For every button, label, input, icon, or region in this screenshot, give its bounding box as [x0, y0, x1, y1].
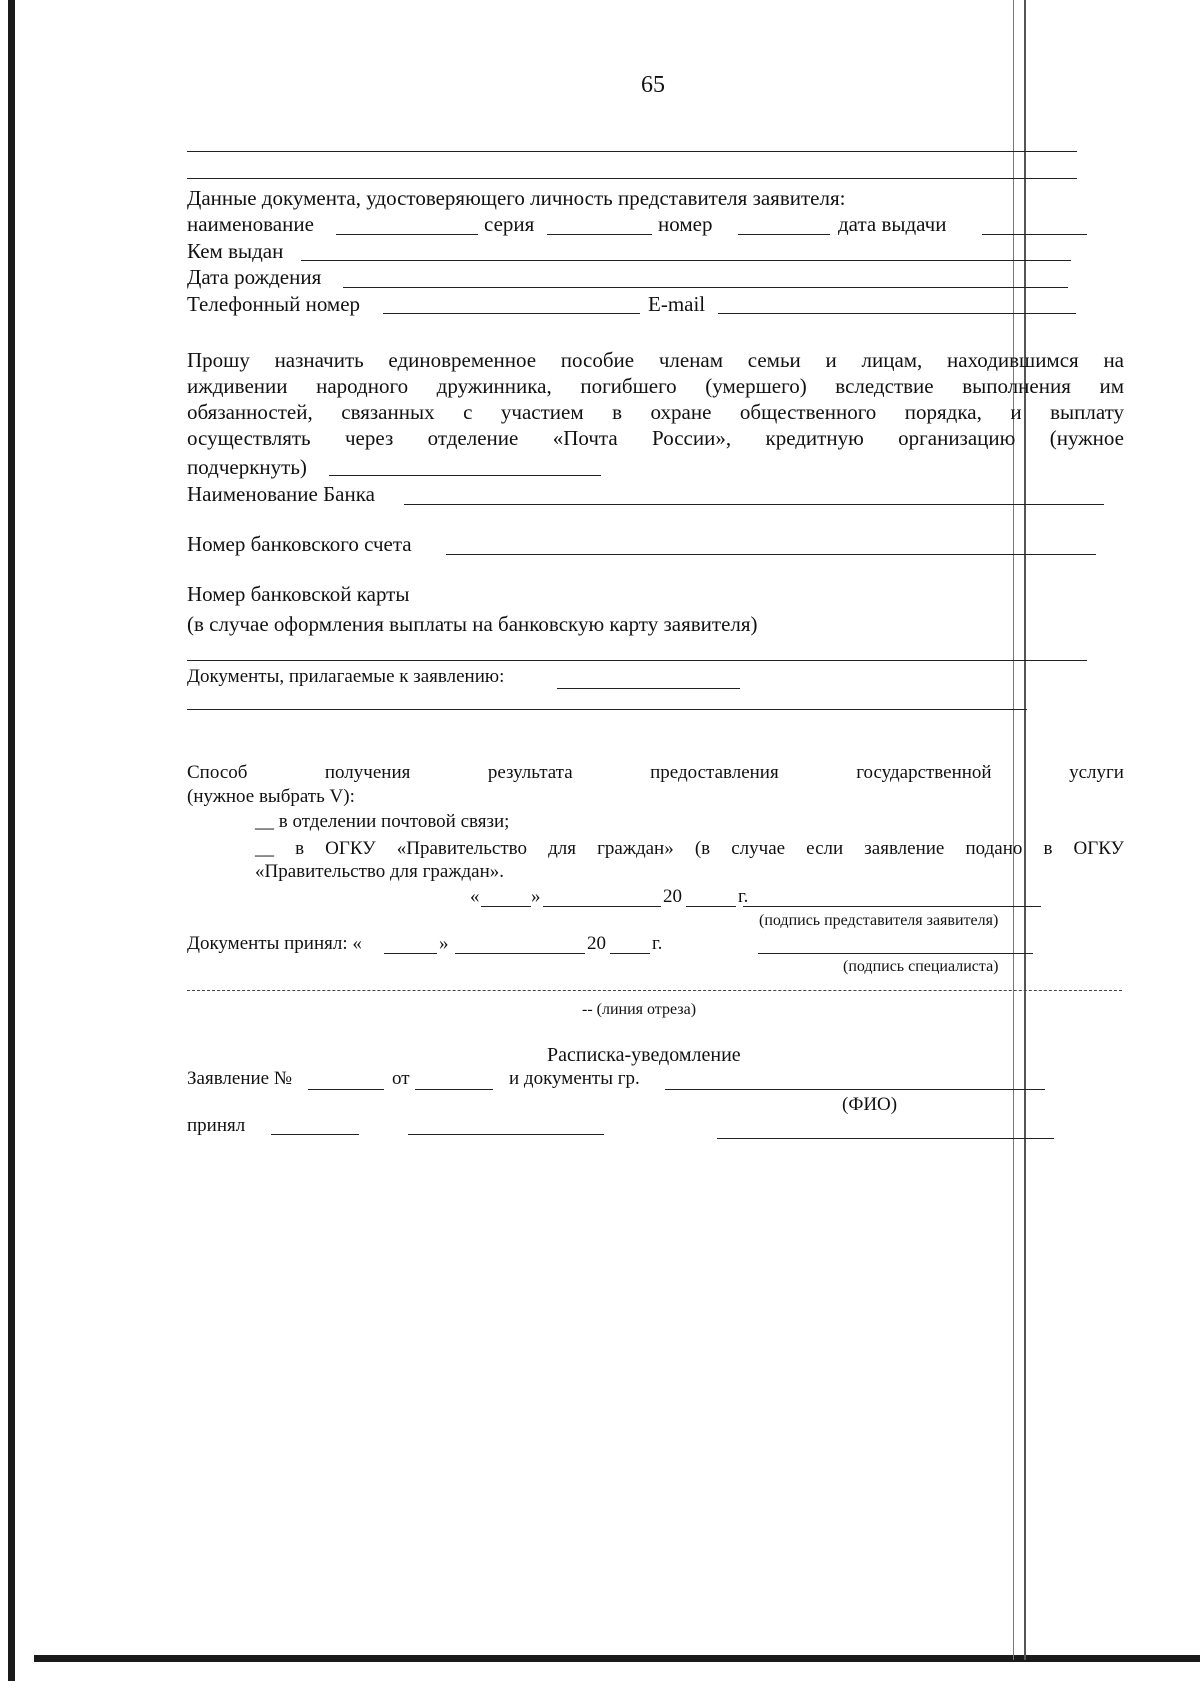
- series-field[interactable]: [547, 234, 652, 235]
- blank-line: [187, 178, 1077, 179]
- number-label: номер: [658, 212, 713, 236]
- birth-date-field[interactable]: [343, 287, 1068, 288]
- account-field[interactable]: [446, 554, 1096, 555]
- receipt-docs-label: и документы гр.: [509, 1068, 640, 1089]
- birth-date-label: Дата рождения: [187, 265, 322, 289]
- result-heading-word: услуги: [1069, 762, 1124, 783]
- year-field[interactable]: [686, 906, 736, 907]
- doc-name-field[interactable]: [336, 234, 478, 235]
- request-line: Прошу назначить единовременное пособие членам семьи и лицам, находившимся на: [187, 348, 1124, 372]
- accepted-year-suffix: г.: [652, 933, 663, 954]
- option-post-office[interactable]: __ в отделении почтовой связи;: [255, 811, 510, 832]
- result-heading-word: Способ: [187, 762, 248, 783]
- result-heading-word: государственной: [856, 762, 992, 783]
- issue-date-field[interactable]: [982, 234, 1087, 235]
- fold-line: [1013, 0, 1014, 1660]
- email-label: E-mail: [648, 292, 706, 316]
- account-label: Номер банковского счета: [187, 532, 412, 556]
- request-line: обязанностей, связанных с участием в охране общественного порядка, и выплату: [187, 400, 1124, 424]
- bank-name-label: Наименование Банка: [187, 482, 375, 506]
- receipt-accepted-date-field[interactable]: [271, 1134, 359, 1135]
- scan-edge-left: [8, 0, 15, 1681]
- email-field[interactable]: [718, 313, 1076, 314]
- month-field[interactable]: [543, 906, 661, 907]
- doc-name-label: наименование: [187, 212, 314, 236]
- receipt-application-number-field[interactable]: [308, 1089, 384, 1090]
- request-line: осуществлять через отделение «Почта России», кредитную организацию (нужное: [187, 426, 1124, 450]
- option-ogku-cont: «Правительство для граждан».: [255, 861, 505, 882]
- request-line: иждивении народного дружинника, погибшего (умершего) вследствие выполнения им: [187, 374, 1124, 398]
- documents-field[interactable]: [557, 688, 740, 689]
- issued-by-field[interactable]: [301, 260, 1071, 261]
- phone-field[interactable]: [383, 313, 640, 314]
- blank-line: [187, 151, 1077, 152]
- specialist-signature-caption: (подпись специалиста): [843, 958, 999, 975]
- card-label: Номер банковской карты: [187, 582, 410, 606]
- request-last-line: подчеркнуть): [187, 455, 307, 479]
- year-suffix: г.: [738, 886, 749, 907]
- receipt-title: Расписка-уведомление: [547, 1044, 741, 1066]
- option-ogku[interactable]: __ в ОГКУ «Правительство для граждан» (в случае если заявление подано в ОГКУ: [255, 838, 1124, 859]
- receipt-accepted-name-field[interactable]: [717, 1138, 1054, 1139]
- card-note: (в случае оформления выплаты на банковскую карту заявителя): [187, 612, 758, 636]
- result-heading-word: результата: [487, 762, 573, 783]
- applicant-signature-field[interactable]: [743, 906, 1041, 907]
- day-field[interactable]: [481, 906, 531, 907]
- phone-label: Телефонный номер: [187, 292, 361, 316]
- choose-note: (нужное выбрать V):: [187, 786, 355, 807]
- issue-date-label: дата выдачи: [838, 212, 947, 236]
- accepted-day-field[interactable]: [384, 953, 437, 954]
- applicant-signature-caption: (подпись представителя заявителя): [759, 912, 999, 929]
- page-number: 65: [641, 72, 665, 98]
- date-close-quote: »: [531, 886, 541, 907]
- accepted-label: Документы принял: «: [187, 933, 362, 954]
- documents-label: Документы, прилагаемые к заявлению:: [187, 666, 505, 687]
- cut-line-caption: -- (линия отреза): [582, 1001, 697, 1018]
- specialist-signature-field[interactable]: [758, 953, 1033, 954]
- year-prefix: 20: [663, 886, 682, 907]
- accepted-year-field[interactable]: [610, 953, 650, 954]
- number-field[interactable]: [738, 234, 830, 235]
- receipt-accepted-label: принял: [187, 1115, 246, 1136]
- result-heading-word: получения: [324, 762, 411, 783]
- series-label: серия: [484, 212, 535, 236]
- receipt-fio-field[interactable]: [665, 1089, 1045, 1090]
- accepted-close-quote: »: [439, 933, 449, 954]
- payment-method-field[interactable]: [329, 475, 601, 476]
- result-heading: [187, 762, 1124, 784]
- result-heading-word: предоставления: [650, 762, 779, 783]
- card-field[interactable]: [187, 660, 1087, 661]
- accepted-month-field[interactable]: [455, 953, 585, 954]
- receipt-from-label: от: [392, 1068, 410, 1089]
- cut-line: [187, 990, 1122, 991]
- receipt-accepted-signature-field[interactable]: [408, 1134, 604, 1135]
- receipt-fio-caption: (ФИО): [842, 1094, 898, 1115]
- documents-field-extra[interactable]: [187, 709, 1027, 710]
- accepted-year-prefix: 20: [587, 933, 606, 954]
- fold-line: [1024, 0, 1026, 1660]
- issued-by-label: Кем выдан: [187, 239, 284, 263]
- bank-name-field[interactable]: [404, 504, 1104, 505]
- identity-heading: Данные документа, удостоверяющего личность представителя заявителя:: [187, 186, 846, 210]
- receipt-application-label: Заявление №: [187, 1068, 292, 1089]
- receipt-date-field[interactable]: [415, 1089, 493, 1090]
- date-open-quote: «: [470, 886, 480, 907]
